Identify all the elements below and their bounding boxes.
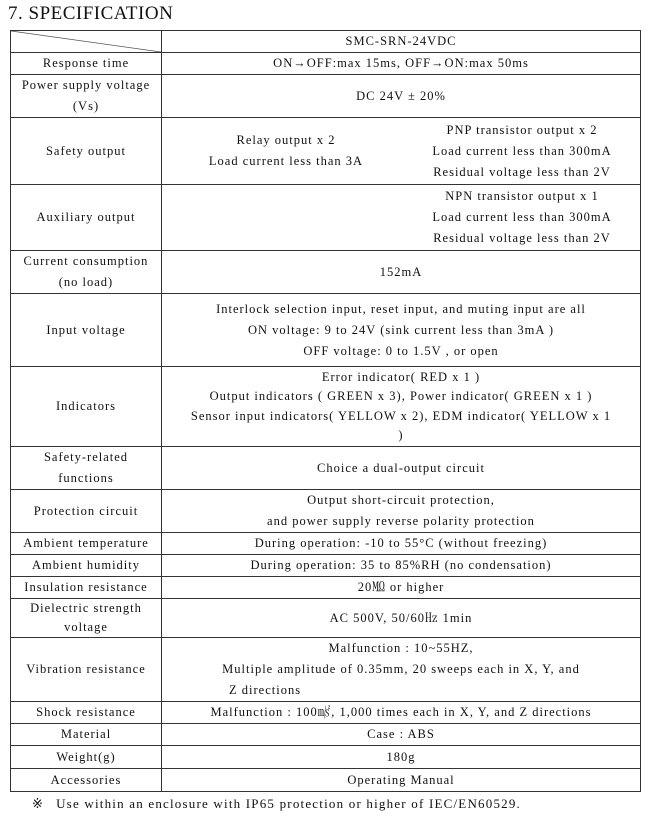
- pnp-line: Residual voltage less than 2V: [433, 164, 611, 179]
- table-row: [11, 185, 641, 251]
- row-value: Choice a dual-output circuit: [162, 447, 641, 490]
- table-row: [11, 724, 641, 746]
- row-value: [162, 367, 641, 447]
- value-line: Z directions: [229, 683, 302, 697]
- label-line: voltage: [64, 620, 108, 634]
- row-label: Material: [11, 724, 162, 746]
- value-line: and power supply reverse polarity protection: [267, 514, 535, 528]
- npn-line: NPN transistor output x 1: [445, 189, 599, 203]
- table-row: [11, 118, 641, 185]
- label-line: Power supply voltage: [21, 78, 151, 92]
- table-row: [11, 31, 641, 53]
- row-label: Input voltage: [11, 294, 162, 367]
- value-line: Multiple amplitude of 0.35mm, 20 sweeps each in X, Y, and: [222, 662, 580, 676]
- row-label: Protection circuit: [11, 490, 162, 533]
- row-label: Shock resistance: [11, 702, 162, 724]
- row-label: Indicators: [11, 367, 162, 447]
- row-label: [11, 75, 162, 118]
- row-label: [11, 251, 162, 294]
- row-value: During operation: -10 to 55°C (without freezing): [162, 533, 641, 555]
- table-row: [11, 75, 641, 118]
- specification-table: [10, 30, 641, 792]
- npn-line: Load current less than 300mA: [432, 210, 612, 224]
- row-value: During operation: 35 to 85%RH (no condensation): [162, 555, 641, 577]
- row-label: Ambient humidity: [11, 555, 162, 577]
- row-label: Accessories: [11, 769, 162, 792]
- value-line: ON voltage: 9 to 24V (sink current less than 3mA ): [248, 322, 554, 337]
- row-value: 20㏁ or higher: [162, 577, 641, 599]
- row-label: Insulation resistance: [11, 577, 162, 599]
- reference-mark-icon: ※: [32, 797, 45, 812]
- table-row: [11, 577, 641, 599]
- relay-line: Load current less than 3A: [208, 154, 364, 168]
- row-label: Weight(g): [11, 746, 162, 769]
- row-label: Response time: [11, 53, 162, 75]
- label-line: functions: [58, 471, 114, 485]
- value-line: Sensor input indicators( YELLOW x 2), EDM indicator( YELLOW x 1: [190, 408, 612, 423]
- label-line: Current consumption: [23, 254, 149, 268]
- row-value: ON→OFF:max 15ms, OFF→ON:max 50ms: [162, 53, 641, 75]
- row-value: DC 24V ± 20%: [162, 75, 641, 118]
- row-value: Malfunction : 100㎨, 1,000 times each in X, Y, and Z directions: [162, 702, 641, 724]
- table-row: [11, 447, 641, 490]
- value-line: Output indicators ( GREEN x 3), Power indicator( GREEN x 1 ): [209, 389, 593, 403]
- row-label: Ambient temperature: [11, 533, 162, 555]
- table-row: [11, 555, 641, 577]
- table-row: [11, 638, 641, 702]
- relay-line: Relay output x 2: [236, 133, 336, 147]
- table-row: [11, 490, 641, 533]
- row-value: [162, 638, 641, 702]
- diagonal-line: [11, 31, 161, 52]
- footnote: [32, 796, 521, 812]
- row-value: Case : ABS: [162, 724, 641, 746]
- row-value: [162, 185, 641, 251]
- row-label: Auxiliary output: [11, 185, 162, 251]
- label-line: Safety-related: [43, 450, 129, 464]
- row-label: Vibration resistance: [11, 638, 162, 702]
- table-row: [11, 746, 641, 769]
- value-line: OFF voltage: 0 to 1.5V , or open: [303, 343, 499, 358]
- row-value: 152mA: [162, 251, 641, 294]
- table-row: [11, 702, 641, 724]
- table-row: [11, 294, 641, 367]
- row-value: [162, 118, 641, 185]
- table-row: [11, 599, 641, 638]
- label-line: (no load): [58, 275, 114, 289]
- table-row: [11, 533, 641, 555]
- row-label: [11, 599, 162, 638]
- model-header: SMC-SRN-24VDC: [162, 31, 641, 53]
- label-line: Dielectric strength: [30, 601, 142, 615]
- value-line: Malfunction : 10~55HZ,: [328, 641, 474, 655]
- value-line: Interlock selection input, reset input, and muting input are all: [216, 301, 586, 316]
- value-line: ): [398, 428, 404, 442]
- table-row: [11, 251, 641, 294]
- row-value: 180g: [162, 746, 641, 769]
- table-row: [11, 367, 641, 447]
- table-row: [11, 769, 641, 792]
- pnp-line: PNP transistor output x 2: [446, 122, 598, 137]
- row-value: AC 500V, 50/60㎐ 1min: [162, 599, 641, 638]
- pnp-line: Load current less than 300mA: [432, 143, 612, 158]
- label-line: (Vs): [72, 99, 100, 113]
- row-value: [162, 294, 641, 367]
- row-label: Safety output: [11, 118, 162, 185]
- npn-line: Residual voltage less than 2V: [433, 231, 611, 245]
- page-title: 7. SPECIFICATION: [8, 3, 174, 24]
- table-row: [11, 53, 641, 75]
- row-label: [11, 447, 162, 490]
- footnote-text: Use within an enclosure with IP65 protection or higher of IEC/EN60529.: [56, 796, 521, 811]
- row-value: [162, 490, 641, 533]
- value-line: Output short-circuit protection,: [307, 493, 495, 507]
- header-corner-cell: [11, 31, 162, 53]
- row-value: Operating Manual: [162, 769, 641, 792]
- value-line: Error indicator( RED x 1 ): [321, 369, 481, 384]
